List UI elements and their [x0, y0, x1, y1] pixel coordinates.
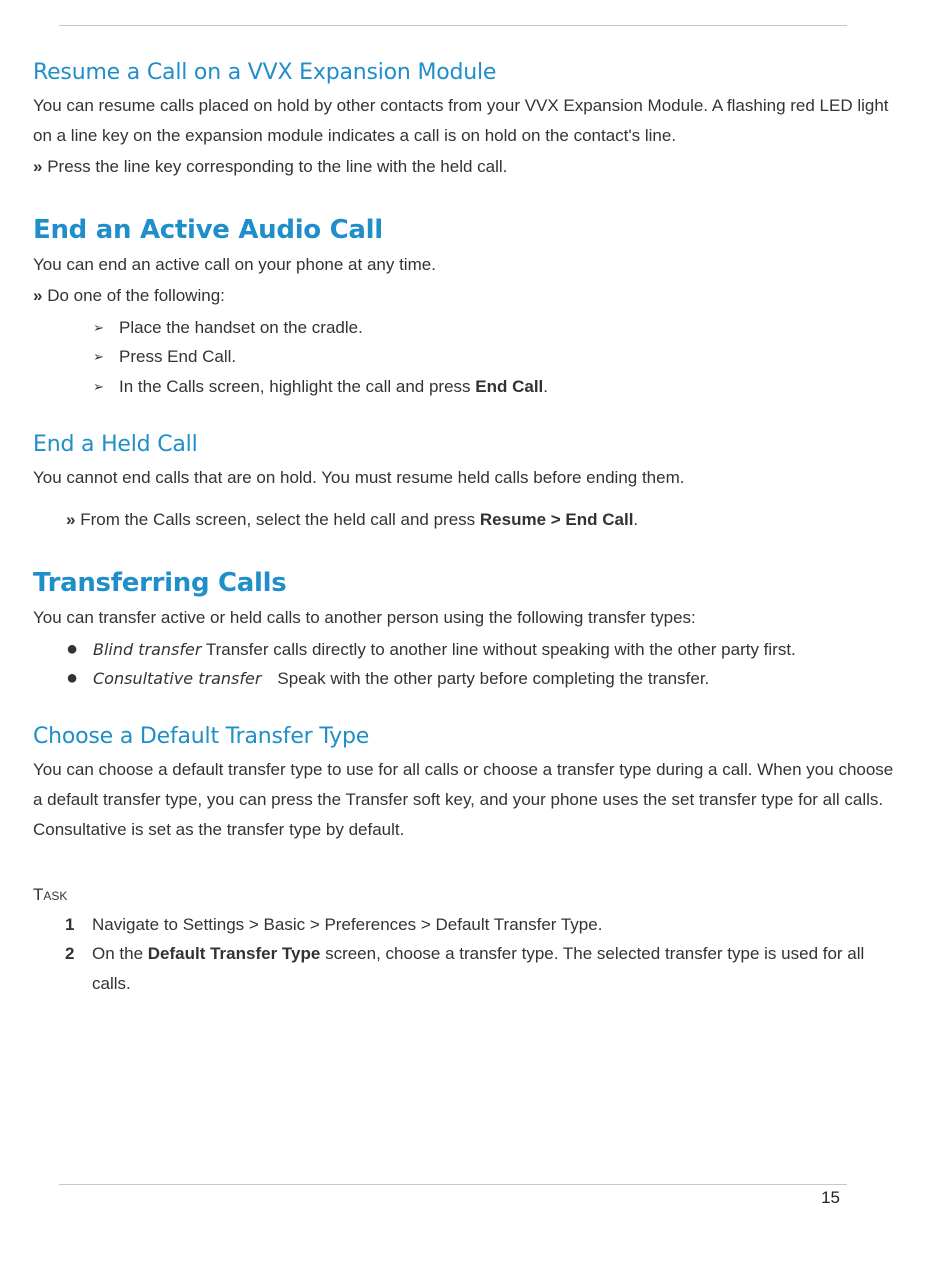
transfer-type-term: Consultative transfer — [93, 669, 262, 688]
resume-call-description: You can resume calls placed on hold by other contacts from your VVX Expansion Module. A flashing red LED light on a line key on the expansion module indicates a call is on hold on the contact's line. — [33, 96, 889, 145]
section-title-resume-call: Resume a Call on a VVX Expansion Module — [33, 60, 497, 85]
end-held-call-description: You cannot end calls that are on hold. You must resume held calls before ending them. — [33, 468, 685, 487]
arrow-bullet-icon: ➢ — [93, 320, 104, 335]
end-active-call-description: You can end an active call on your phone at any time. — [33, 255, 436, 274]
resume-call-step-text: Press the line key corresponding to the line with the held call. — [47, 157, 508, 176]
section-title-transferring-calls: Transferring Calls — [33, 568, 287, 598]
transferring-calls-description: You can transfer active or held calls to another person using the following transfer types: — [33, 608, 696, 627]
option-text: In the Calls screen, highlight the call and press End Call. — [119, 377, 549, 396]
transfer-type-entry — [93, 635, 796, 665]
bullet-icon: ● — [66, 638, 79, 660]
end-call-label: End Call — [475, 377, 544, 396]
section-title-default-transfer-type: Choose a Default Transfer Type — [33, 724, 370, 749]
option-text: Press End Call. — [119, 347, 237, 366]
transfer-type-entry — [93, 664, 709, 694]
step-number: 2 — [65, 944, 75, 963]
section-title-end-active-call: End an Active Audio Call — [33, 215, 383, 245]
transfer-type-desc: Speak with the other party before completing the transfer. — [277, 669, 710, 688]
bullet-icon: ● — [66, 667, 79, 689]
default-transfer-type-label: Default Transfer Type — [147, 944, 321, 963]
default-transfer-type-description: You can choose a default transfer type to use for all calls or choose a transfer type during a call. When you choose a default transfer type, you can press the Transfer soft key, and your phone uses the set transfer type for all calls. Consultative is set as the transfer type by default. — [33, 760, 894, 839]
page-number: 15 — [821, 1188, 840, 1207]
footer-rule — [59, 1184, 847, 1185]
transfer-type-desc: Transfer calls directly to another line without speaking with the other party first. — [205, 640, 796, 659]
step-marker: » — [33, 157, 43, 176]
arrow-bullet-icon: ➢ — [93, 379, 104, 394]
end-active-call-step-text: Do one of the following: — [47, 286, 225, 305]
step-marker: » — [66, 510, 76, 529]
option-text: Place the handset on the cradle. — [119, 318, 363, 337]
task-step — [33, 939, 893, 999]
end-active-call-step — [33, 281, 225, 311]
step-marker: » — [33, 286, 43, 305]
end-held-call-step: » From the Calls screen, select the held call and press Resume > End Call. — [66, 510, 639, 529]
task-step-text: On the Default Transfer Type screen, choose a transfer type. The selected transfer type is used for all calls. — [92, 944, 865, 993]
transfer-type-term: Blind transfer — [93, 640, 202, 659]
arrow-bullet-icon: ➢ — [93, 349, 104, 364]
section-title-end-held-call: End a Held Call — [33, 432, 198, 457]
header-rule — [59, 25, 847, 26]
resume-end-call-label: Resume > End Call — [479, 510, 634, 529]
task-step-text: Navigate to Settings > Basic > Preferences > Default Transfer Type. — [92, 915, 603, 934]
resume-call-step — [33, 152, 507, 182]
task-label: TASK — [33, 885, 68, 904]
step-number: 1 — [65, 915, 75, 934]
